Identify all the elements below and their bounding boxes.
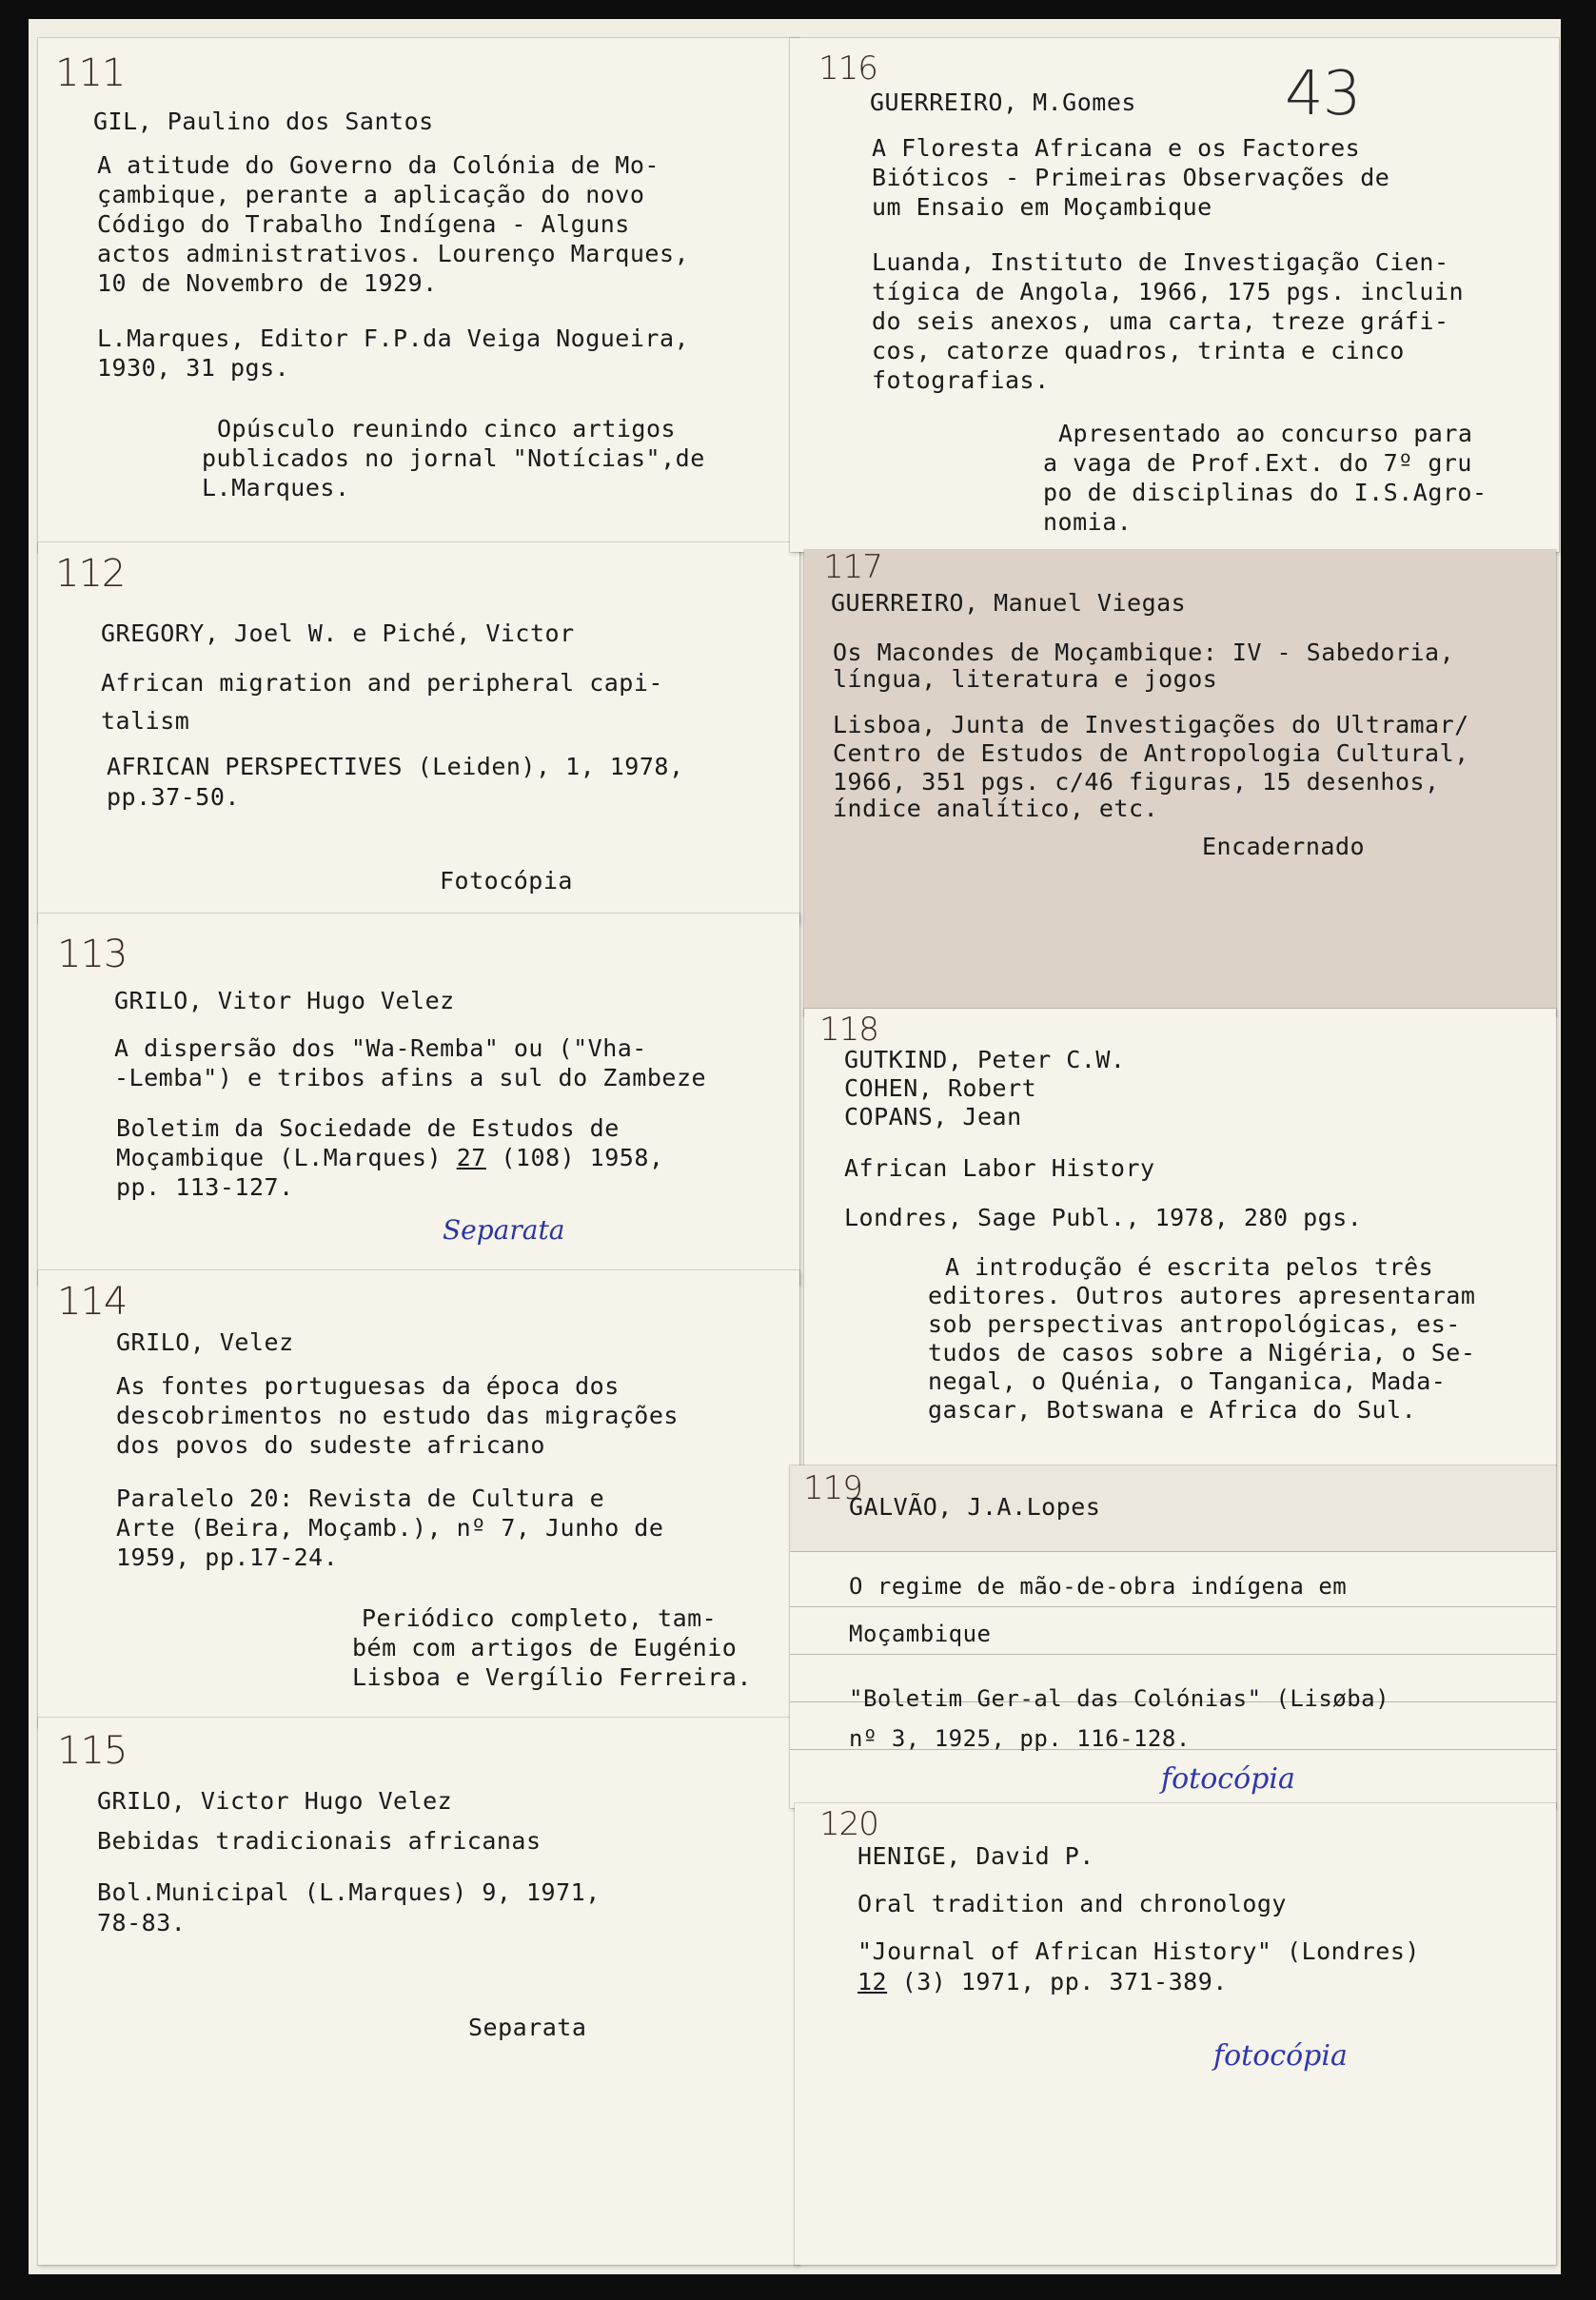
card-title-line: O regime de mão-de-obra indígena em <box>849 1573 1348 1600</box>
ruled-line <box>790 1654 1556 1655</box>
card-title-line: African Labor History <box>844 1154 1155 1182</box>
card-publication: 1959, pp.17-24. <box>116 1543 339 1571</box>
card-note: Fotocópia <box>440 867 573 894</box>
card-author: GRILO, Victor Hugo Velez <box>97 1787 453 1815</box>
card-title-line: talism <box>101 707 190 735</box>
card-publication: tígica de Angola, 1966, 175 pgs. incluin <box>872 278 1465 305</box>
card-author: GREGORY, Joel W. e Piché, Victor <box>101 619 575 647</box>
card-note: Periódico completo, tam- <box>362 1604 718 1632</box>
card-number: 118 <box>819 1011 878 1049</box>
card-note: a vaga de Prof.Ext. do 7º gru <box>1043 449 1472 477</box>
card-publication: Luanda, Instituto de Investigação Cien- <box>872 248 1449 276</box>
card-publication: índice analítico, etc. <box>833 795 1159 822</box>
card-title-line: dos povos do sudeste africano <box>116 1431 545 1459</box>
catalog-card-113 <box>38 914 799 1285</box>
card-author: HENIGE, David P. <box>857 1842 1094 1870</box>
card-note: Opúsculo reunindo cinco artigos <box>217 415 677 442</box>
card-number: 120 <box>819 1805 878 1843</box>
card-publication-issue: (3) 1971, pp. 371-389. <box>901 1968 1228 1995</box>
card-number: 113 <box>57 933 128 976</box>
card-title-line: Oral tradition and chronology <box>857 1890 1287 1917</box>
card-title-line: Código do Trabalho Indígena - Alguns <box>97 210 630 238</box>
card-note: bém com artigos de Eugénio <box>352 1634 738 1661</box>
card-author: GUTKIND, Peter C.W. <box>844 1046 1126 1073</box>
card-note: Encadernado <box>1202 833 1366 860</box>
card-publication: Bol.Municipal (L.Marques) 9, 1971, <box>97 1878 601 1906</box>
card-note: A introdução é escrita pelos três <box>945 1253 1434 1281</box>
card-publication: pp.37-50. <box>107 783 240 811</box>
card-note: nomia. <box>1043 508 1133 536</box>
catalog-card-111 <box>38 38 799 552</box>
handwritten-annotation: Separata <box>443 1214 565 1246</box>
card-number: 117 <box>823 550 882 586</box>
card-note: Separata <box>468 2014 587 2041</box>
card-title-line: Os Macondes de Moçambique: IV - Sabedoria, <box>833 639 1455 666</box>
card-title-line: -Lemba") e tribos afins a sul do Zambeze <box>114 1064 707 1091</box>
card-number: 111 <box>55 51 126 95</box>
card-title-line: As fontes portuguesas da época dos <box>116 1372 620 1400</box>
card-publication <box>857 1967 1228 1996</box>
card-title-line: A Floresta Africana e os Factores <box>872 134 1361 162</box>
card-publication: Lisboa, Junta de Investigações do Ultramar/ <box>833 711 1469 738</box>
card-publication: Londres, Sage Publ., 1978, 280 pgs. <box>844 1204 1363 1231</box>
card-number: 116 <box>818 49 877 88</box>
card-note: publicados no jornal "Notícias",de <box>202 444 705 472</box>
card-number: 114 <box>57 1280 128 1324</box>
card-title-line: um Ensaio em Moçambique <box>872 193 1212 221</box>
card-title-line: çambique, perante a aplicação do novo <box>97 181 645 208</box>
card-publication: Arte (Beira, Moçamb.), nº 7, Junho de <box>116 1514 664 1542</box>
card-title-line: descobrimentos no estudo das migrações <box>116 1402 679 1429</box>
card-note: gascar, Botswana e Africa do Sul. <box>928 1396 1417 1424</box>
card-publication: 1930, 31 pgs. <box>97 354 290 382</box>
card-title-line: A dispersão dos "Wa-Remba" ou ("Vha- <box>114 1034 647 1062</box>
handwritten-annotation: fotocópia <box>1161 1762 1295 1796</box>
card-publication: 78-83. <box>97 1909 187 1936</box>
card-publication-issue: (108) 1958, <box>501 1144 664 1171</box>
catalog-card-119 <box>790 1465 1556 1808</box>
card-author: GIL, Paulino dos Santos <box>93 108 434 135</box>
card-publication: nº 3, 1925, pp. 116-128. <box>849 1725 1191 1752</box>
card-title-line: Moçambique <box>849 1621 992 1647</box>
catalog-card-117 <box>804 550 1556 1016</box>
card-note: sob perspectivas antropológicas, es- <box>928 1310 1461 1338</box>
card-publication: Centro de Estudos de Antropologia Cultural, <box>833 739 1469 767</box>
card-number: 112 <box>55 552 126 596</box>
card-author: COPANS, Jean <box>844 1103 1022 1130</box>
card-author: GUERREIRO, Manuel Viegas <box>831 589 1187 617</box>
card-publication-journal: Moçambique (L.Marques) <box>116 1144 443 1171</box>
card-title-line: língua, literatura e jogos <box>833 665 1218 693</box>
card-author: GUERREIRO, M.Gomes <box>870 88 1136 116</box>
card-publication-volume: 12 <box>857 1968 888 1995</box>
card-publication <box>116 1143 663 1172</box>
card-publication: "Journal of African History" (Londres) <box>857 1937 1420 1965</box>
card-note: Apresentado ao concurso para <box>1058 420 1473 447</box>
card-publication: 1966, 351 pgs. c/46 figuras, 15 desenhos, <box>833 768 1440 796</box>
card-note: negal, o Quénia, o Tanganica, Mada- <box>928 1367 1447 1395</box>
card-publication-volume: 27 <box>456 1144 486 1171</box>
ruled-line <box>790 1606 1556 1607</box>
catalog-card-112 <box>38 542 799 923</box>
card-publication: fotografias. <box>872 366 1050 394</box>
card-publication: "Boletim Ger-al das Colónias" (Lisøba) <box>849 1685 1390 1712</box>
card-note: editores. Outros autores apresentaram <box>928 1282 1476 1309</box>
catalog-card-114 <box>38 1270 799 1727</box>
card-title-line: A atitude do Governo da Colónia de Mo- <box>97 151 660 179</box>
card-publication: AFRICAN PERSPECTIVES (Leiden), 1, 1978, <box>107 753 684 780</box>
card-number: 115 <box>57 1729 128 1773</box>
card-publication: Boletim da Sociedade de Estudos de <box>116 1114 620 1142</box>
card-author: GALVÃO, J.A.Lopes <box>849 1493 1101 1521</box>
catalog-card-118 <box>804 1009 1556 1465</box>
ruled-line <box>790 1551 1556 1552</box>
catalog-card-115 <box>38 1718 799 2265</box>
handwritten-annotation: fotocópia <box>1213 2039 1348 2073</box>
card-publication: L.Marques, Editor F.P.da Veiga Nogueira, <box>97 324 690 352</box>
card-publication: cos, catorze quadros, trinta e cinco <box>872 337 1405 364</box>
card-publication: Paralelo 20: Revista de Cultura e <box>116 1484 605 1512</box>
card-title-line: Bióticos - Primeiras Observações de <box>872 164 1390 191</box>
card-title-line: African migration and peripheral capi- <box>101 669 663 697</box>
card-title-line: 10 de Novembro de 1929. <box>97 269 438 297</box>
catalog-card-116 <box>790 38 1559 552</box>
card-author: GRILO, Velez <box>116 1328 294 1356</box>
card-note: L.Marques. <box>202 474 350 501</box>
card-author: GRILO, Vitor Hugo Velez <box>114 987 455 1014</box>
card-note: po de disciplinas do I.S.Agro- <box>1043 479 1488 506</box>
card-note: tudos de casos sobre a Nigéria, o Se- <box>928 1339 1476 1366</box>
card-note: Lisboa e Vergílio Ferreira. <box>352 1663 752 1691</box>
card-number: 119 <box>803 1469 862 1507</box>
card-shelf-mark: 43 <box>1285 59 1361 129</box>
card-publication: pp. 113-127. <box>116 1173 294 1201</box>
card-publication: do seis anexos, uma carta, treze gráfi- <box>872 307 1449 335</box>
card-title-line: Bebidas tradicionais africanas <box>97 1827 542 1855</box>
card-title-line: actos administrativos. Lourenço Marques, <box>97 240 690 267</box>
catalog-card-120 <box>795 1803 1556 2265</box>
card-author: COHEN, Robert <box>844 1074 1037 1102</box>
